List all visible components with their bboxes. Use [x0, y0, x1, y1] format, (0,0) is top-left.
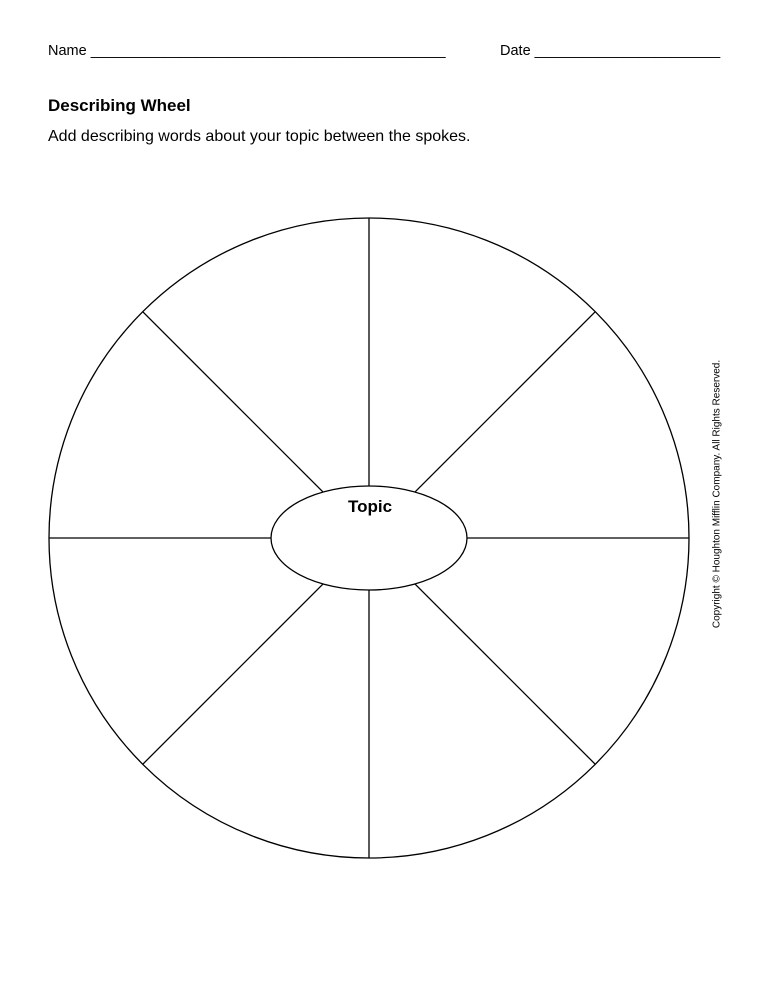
wheel-spoke [143, 584, 323, 764]
wheel-spoke [415, 584, 595, 764]
name-label: Name [48, 43, 87, 59]
wheel-spoke [143, 312, 323, 492]
topic-label: Topic [347, 497, 393, 516]
date-blank-line[interactable]: _______________________ [534, 43, 721, 59]
page-title: Describing Wheel [48, 96, 191, 115]
instructions-text: Add describing words about your topic between the spokes. [48, 128, 471, 145]
date-label: Date [500, 43, 531, 59]
name-blank-line[interactable]: ____________________________________________ [90, 43, 446, 59]
wheel-spoke [415, 312, 595, 492]
copyright-notice: Copyright © Houghton Mifflin Company. All Rights Reserved. [711, 359, 723, 629]
